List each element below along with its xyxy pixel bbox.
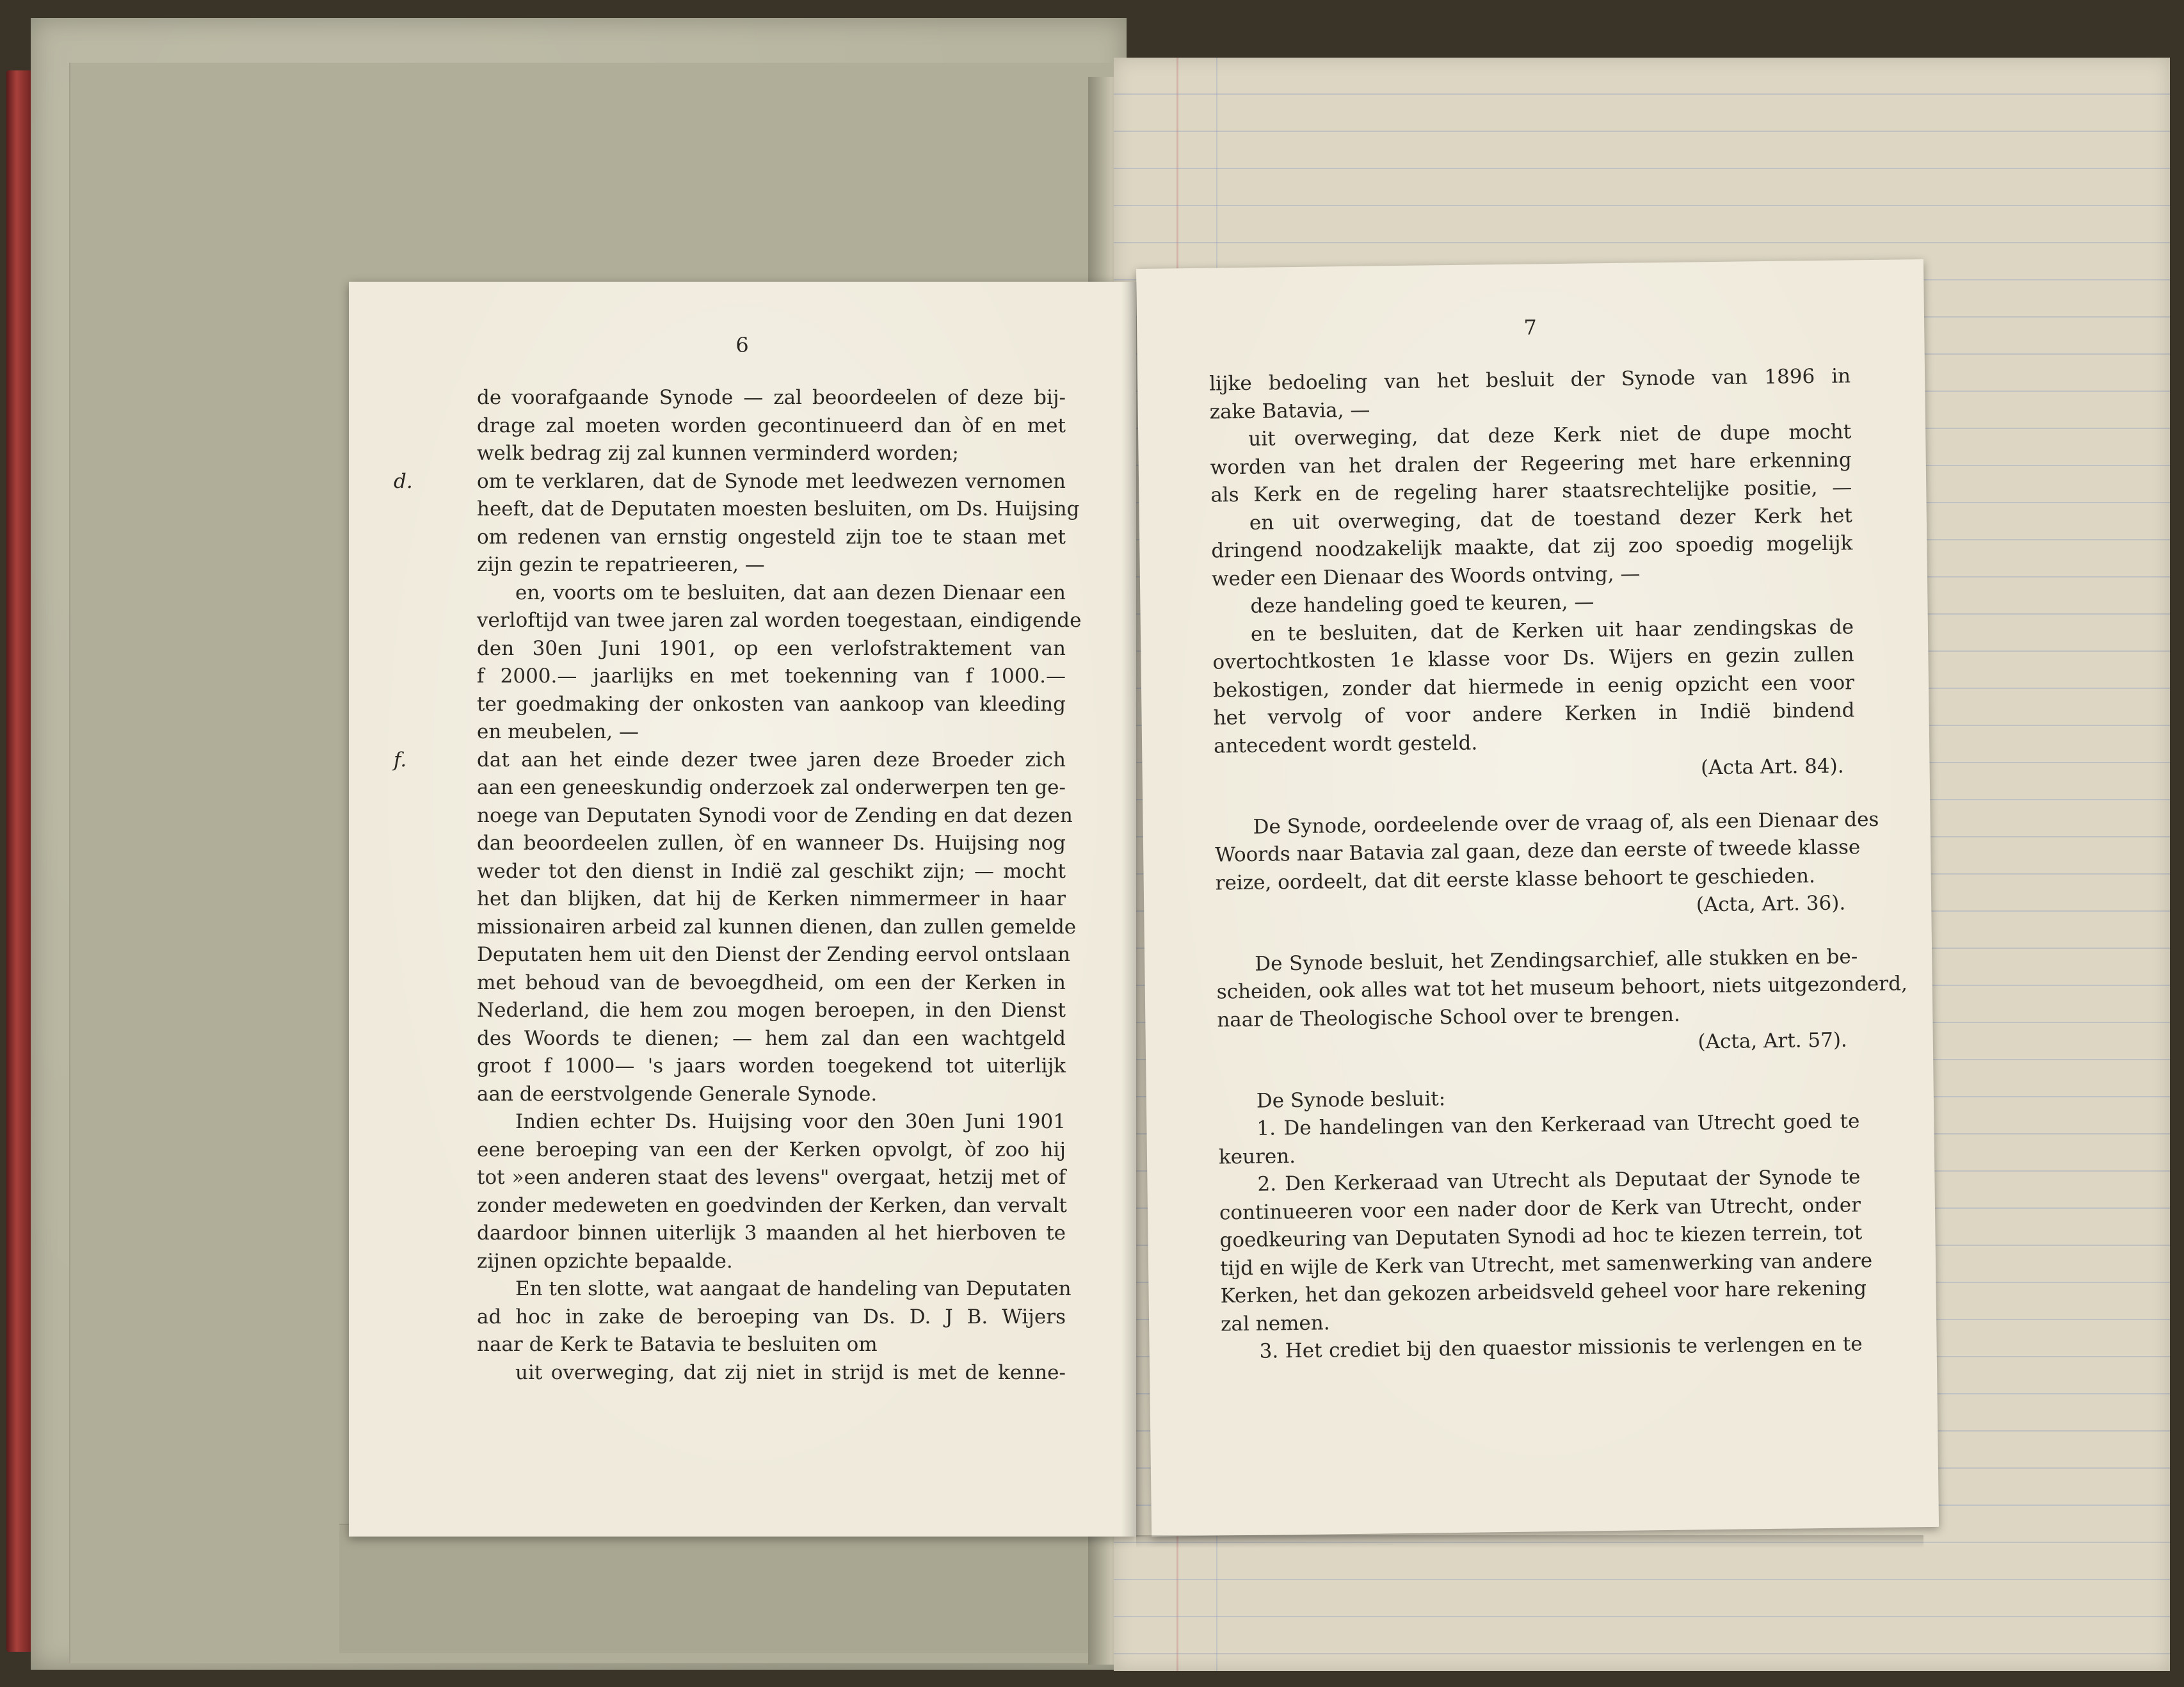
text-line	[477, 440, 1066, 468]
text-line-content: de voorafgaande Synode — zal beoordeelen of deze bij-	[477, 386, 1066, 409]
text-line-content: deze handeling goed te keuren, —	[1250, 590, 1594, 618]
text-line	[477, 914, 1077, 942]
text-line	[477, 1025, 1066, 1053]
text-line	[477, 1108, 1066, 1136]
text-line-content: ad hoc in zake de beroeping van Ds. D. J B. Wijers	[477, 1305, 1066, 1328]
text-line-content: en meubelen, —	[477, 720, 639, 743]
text-line-content: (Acta, Art. 57).	[1698, 1028, 1848, 1054]
text-line	[477, 830, 1066, 858]
text-line	[477, 774, 1066, 802]
text-line	[477, 384, 1066, 412]
text-line	[477, 579, 1066, 608]
left-board-bottom-flap	[339, 1524, 1107, 1653]
text-line-content: dringend noodzakelijk maakte, dat zij zoo spoedig mogelijk	[1211, 531, 1853, 563]
text-line-content: groot f 1000— 's jaars worden toegekend tot uiterlijk	[477, 1054, 1066, 1078]
text-line-content: uit overweging, dat deze Kerk niet de dupe mocht	[1248, 420, 1852, 451]
text-line	[477, 1081, 1066, 1109]
page-left-text	[394, 384, 1082, 1387]
text-line-content: zijnen opzichte bepaalde.	[477, 1249, 733, 1273]
text-line	[477, 551, 1066, 579]
text-line	[477, 1136, 1066, 1165]
text-line-content: met behoud van de bevoegdheid, om een der Kerken in	[477, 971, 1066, 994]
text-line-content: 2. Den Kerkeraad van Utrecht als Deputaat der Synode te	[1257, 1165, 1861, 1196]
page-shadow	[1136, 1535, 1923, 1548]
text-line-content: De Synode besluit:	[1256, 1086, 1446, 1113]
text-line-content: ter goedmaking der onkosten van aankoop van kleeding	[477, 692, 1066, 716]
text-line	[477, 858, 1066, 886]
text-line-content: drage zal moeten worden gecontinueerd dan òf en met	[477, 414, 1066, 437]
text-line	[477, 607, 1082, 635]
text-line-content: keuren.	[1218, 1144, 1296, 1169]
text-line-content: het vervolg of voor andere Kerken in Indië bindend	[1213, 698, 1855, 730]
page-right-text	[1208, 362, 1908, 1366]
text-line	[477, 1192, 1066, 1220]
text-line-content: den 30en Juni 1901, op een verlofstraktement van	[477, 636, 1066, 660]
text-line	[477, 663, 1066, 691]
text-line	[477, 969, 1066, 997]
text-line	[394, 468, 1066, 496]
text-line	[477, 885, 1066, 914]
text-line-content: zijn gezin te repatrieeren, —	[477, 553, 765, 576]
text-line	[477, 691, 1066, 719]
text-line-content: het dan blijken, dat hij de Kerken nimmermeer in haar	[477, 887, 1066, 910]
text-line-content: f 2000.— jaarlijks en met toekenning van f 1000.—	[477, 665, 1066, 688]
text-line	[477, 802, 1073, 830]
pamphlet-page-left	[349, 282, 1136, 1537]
margin-marker: d.	[394, 469, 413, 493]
text-line	[477, 1275, 1072, 1304]
text-line-content: lijke bedoeling van het besluit der Synode van 1896 in	[1208, 364, 1851, 396]
text-line-content: Indien echter Ds. Huijsing voor den 30en Juni 1901	[515, 1110, 1066, 1133]
text-line-content: 3. Het crediet bij den quaestor missionis te verlengen en te	[1259, 1332, 1863, 1363]
text-line-content: overtochtkosten 1e klasse voor Ds. Wijers en gezin zullen	[1212, 643, 1854, 674]
text-line-content: Nederland, die hem zou mogen beroepen, in den Dienst	[477, 999, 1066, 1022]
text-line-content: scheiden, ook alles wat tot het museum behoort, niets uitgezonderd,	[1216, 972, 1908, 1004]
text-line-content: en te besluiten, dat de Kerken uit haar zendingskas de	[1250, 615, 1854, 646]
text-line	[477, 524, 1066, 552]
text-line	[477, 412, 1066, 440]
text-line-content: missionairen arbeid zal kunnen dienen, dan zullen gemelde	[477, 915, 1077, 939]
text-line-content: Kerken, het dan gekozen arbeidsveld geheel voor hare rekening	[1220, 1277, 1867, 1308]
text-line-content: om te verklaren, dat de Synode met leedwezen vernomen	[477, 469, 1066, 493]
text-line	[477, 941, 1071, 969]
text-line-content: antecedent wordt gesteld.	[1213, 731, 1478, 758]
text-line	[477, 496, 1080, 524]
text-line-content: dat aan het einde dezer twee jaren deze Broeder zich	[477, 748, 1066, 771]
text-line-content: De Synode besluit, het Zendingsarchief, alle stukken en be-	[1255, 944, 1858, 976]
text-line-content: Deputaten hem uit den Dienst der Zending eervol ontslaan	[477, 943, 1071, 966]
text-line-content: des Woords te dienen; — hem zal dan een wachtgeld	[477, 1026, 1066, 1050]
text-line-content: als Kerk en de regeling harer staatsrechtelijke positie, —	[1210, 476, 1852, 507]
text-line	[477, 1248, 1066, 1276]
text-line-content: goedkeuring van Deputaten Synodi ad hoc te kiezen terrein, tot	[1219, 1221, 1863, 1252]
text-line-content: zake Batavia, —	[1209, 398, 1370, 424]
text-line	[477, 997, 1066, 1025]
text-line-content: en, voorts om te besluiten, dat aan dezen Dienaar een	[515, 581, 1066, 604]
text-line-content: tijd en wijle de Kerk van Utrecht, met samenwerking van andere	[1219, 1248, 1873, 1280]
text-line-content: weder een Dienaar des Woords ontving, —	[1211, 561, 1641, 591]
text-line-content: (Acta, Art. 36).	[1696, 891, 1846, 917]
text-line	[477, 1359, 1066, 1387]
pamphlet-page-right	[1136, 259, 1939, 1537]
margin-marker: f.	[394, 748, 407, 771]
text-line-content: verloftijd van twee jaren zal worden toegestaan, eindigende	[477, 609, 1082, 632]
text-line-content: Woords naar Batavia zal gaan, deze dan eerste of tweede klasse	[1214, 835, 1861, 867]
text-line-content: en uit overweging, dat de toestand dezer Kerk het	[1249, 503, 1853, 535]
text-line-content: continueeren voor een nader door de Kerk van Utrecht, onder	[1219, 1193, 1861, 1225]
text-line-content: heeft, dat de Deputaten moesten besluiten, om Ds. Huijsing	[477, 497, 1080, 521]
text-line-content: zonder medeweten en goedvinden der Kerken, dan vervalt	[477, 1193, 1067, 1217]
text-line-content: 1. De handelingen van den Kerkeraad van Utrecht goed te	[1257, 1110, 1860, 1140]
text-line-content: reize, oordeelt, dat dit eerste klasse behoort te geschieden.	[1215, 864, 1816, 895]
text-line-content: (Acta Art. 84).	[1700, 754, 1844, 780]
text-line-content: tot »een anderen staat des levens" overgaat, hetzij met of	[477, 1166, 1066, 1189]
text-line-content: eene beroeping van een der Kerken opvolgt, òf zoo hij	[477, 1138, 1066, 1161]
text-line	[477, 1053, 1066, 1081]
text-line-content: zal nemen.	[1220, 1311, 1330, 1336]
text-line-content: worden van het dralen der Regeering met hare erkenning	[1210, 448, 1852, 480]
text-line-content: aan een geneeskundig onderzoek zal onderwerpen ten ge-	[477, 776, 1066, 799]
text-line-content: uit overweging, dat zij niet in strijd is met de kenne-	[515, 1360, 1066, 1384]
text-line-content: noege van Deputaten Synodi voor de Zending en dat dezen	[477, 803, 1073, 827]
text-line	[477, 1164, 1066, 1192]
text-line-content: En ten slotte, wat aangaat de handeling van Deputaten	[515, 1277, 1072, 1300]
text-line-content: weder tot den dienst in Indië zal geschikt zijn; — mocht	[477, 859, 1066, 883]
text-line-content: dan beoordeelen zullen, òf en wanneer Ds. Huijsing nog	[477, 832, 1066, 855]
text-line	[394, 747, 1066, 775]
text-line-content: De Synode, oordeelende over de vraag of, als een Dienaar des	[1253, 807, 1879, 839]
text-line-content: daardoor binnen uiterlijk 3 maanden al het hierboven te	[477, 1222, 1066, 1245]
text-line-content: naar de Theologische School over te brengen.	[1217, 1003, 1681, 1032]
text-line-content: aan de eerstvolgende Generale Synode.	[477, 1082, 878, 1106]
text-line-content: om redenen van ernstig ongesteld zijn toe te staan met	[477, 525, 1066, 549]
page-number-left: 6	[735, 333, 750, 357]
text-line	[477, 635, 1066, 663]
text-line	[477, 718, 1066, 747]
page-number-right: 7	[1523, 315, 1538, 340]
text-line	[477, 1304, 1066, 1332]
text-line-content: bekostigen, zonder dat hiermede in eenig opzicht een voor	[1212, 670, 1855, 702]
binder-spine-edge	[6, 70, 32, 1652]
text-line-content: welk bedrag zij zal kunnen verminderd worden;	[477, 442, 959, 465]
text-line	[477, 1220, 1066, 1248]
text-line	[477, 1331, 1066, 1359]
text-line-content: naar de Kerk te Batavia te besluiten om	[477, 1333, 878, 1356]
